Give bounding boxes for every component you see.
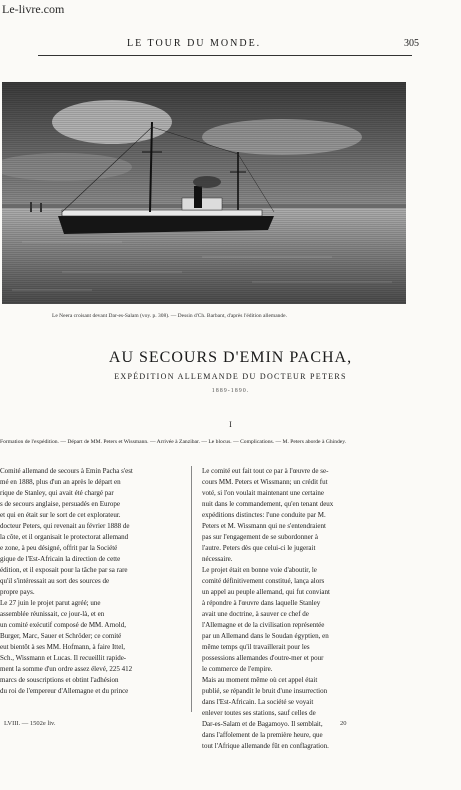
text-line: Mais au moment même où cet appel était [202, 676, 318, 684]
text-line: Dar-es-Salam et de Bagamoyo. Il semblait, [202, 720, 323, 728]
page-number: 305 [404, 38, 419, 49]
steamship-illustration [2, 82, 406, 304]
text-line: nécessaire. [202, 555, 233, 563]
text-line: comité définitivement constitué, lança alors [202, 577, 325, 585]
text-line: nuit dans le commandement, qu'en tenant deux [202, 500, 334, 508]
footer-issue: LVIII. — 1502e liv. [4, 720, 56, 727]
text-line: ment la somme d'un ordre assez élevé, 225 412 [0, 665, 133, 673]
text-line: assemblée réunissait, ce jour-là, et en [0, 610, 105, 618]
illustration-caption: Le Neera croisant devant Dar-es-Salam (voy. p. 308). — Dessin d'Ch. Barbant, d'après l'édition allemande. [52, 313, 287, 319]
header-rule [38, 55, 412, 56]
chapter-number: I [229, 420, 232, 429]
watermark: Le-livre.com [2, 2, 65, 16]
text-line: même temps qu'il travaillerait pour les [202, 643, 310, 651]
text-line: enlever toutes ses stations, sauf celles de [202, 709, 316, 717]
running-head [0, 38, 461, 52]
text-line: tout l'Afrique allemande fût en conflagration. [202, 742, 329, 750]
text-line: avait une doctrine, à sauver ce chef de [202, 610, 309, 618]
text-line: publié, se répandit le bruit d'une insurrection [202, 687, 328, 695]
text-line: Burger, Marc, Sauer et Schröder; ce comité [0, 632, 122, 640]
column-divider [191, 466, 192, 712]
text-line: l'autre. Peters dès que celui-ci le jugerait [202, 544, 316, 552]
text-line: eut bientôt à ses MM. Hofmann, à faire Ittel, [0, 643, 125, 651]
text-line: expéditions distinctes: l'une conduite par M. [202, 511, 326, 519]
text-line: la côte, et il organisait le protectorat allemand [0, 533, 129, 541]
text-line: docteur Peters, qui revenait au février 1888 de [0, 522, 130, 530]
text-line: à répondre à l'œuvre dans laquelle Stanley [202, 599, 321, 607]
text-line: e zone, à peu désigné, offrit par la Société [0, 544, 118, 552]
text-line: édition, et il exposait pour la tâche par sa rare [0, 566, 128, 574]
text-line: par un Allemand dans le Soudan égyptien, en [202, 632, 329, 640]
text-line: gique de l'Est-Africain la direction de cette [0, 555, 121, 563]
text-line: pas sur l'engagement de se subordonner à [202, 533, 318, 541]
text-line: mé en 1888, plus d'un an après le départ en [0, 478, 121, 486]
right-text-column [202, 466, 415, 752]
text-line: dans l'affolement de la première heure, que [202, 731, 323, 739]
text-line: Peters et M. Wissmann qui ne s'entendraient [202, 522, 326, 530]
text-line: un appel au peuple allemand, qui fut conviant [202, 588, 330, 596]
text-line: Comité allemand de secours à Emin Pacha s'est [0, 467, 133, 475]
text-line: propre pays. [0, 588, 35, 596]
text-line: le commerce de l'empire. [202, 665, 273, 673]
article-title: AU SECOURS D'EMIN PACHA, [108, 349, 353, 366]
text-line: qu'il s'intéressait au sort des sources de [0, 577, 110, 585]
text-line: s de secours anglaise, persuadés en Europe [0, 500, 120, 508]
text-line: un comité exécutif composé de MM. Arnold, [0, 621, 126, 629]
text-line: l'Allemagne et de la civilisation représentée [202, 621, 325, 629]
text-line: possessions allemandes d'outre-mer et pour [202, 654, 324, 662]
left-text-column [0, 466, 183, 697]
footer-signature: 20 [340, 720, 347, 727]
running-head-title: LE TOUR DU MONDE. [127, 38, 262, 49]
text-line: voté, si l'on voulait maintenant une certaine [202, 489, 324, 497]
text-line: du roi de l'empereur d'Allemagne et du prince [0, 687, 129, 695]
text-line: cours MM. Peters et Wissmann; un crédit fut [202, 478, 328, 486]
chapter-summary: Formation de l'expédition. — Départ de MM. Peters et Wissmann. — Arrivée à Zanzibar. — Le blocus. — Complications. — M. Peters aborde à Ghindey. [0, 439, 347, 445]
text-line: marcs de souscriptions et obtint l'adhésion [0, 676, 119, 684]
text-line: Sch., Wissmann et Lucas. Il recueillit rapide- [0, 654, 127, 662]
article-subtitle: EXPÉDITION ALLEMANDE DU DOCTEUR PETERS [114, 372, 347, 381]
text-line: Le comité eut fait tout ce par à l'œuvre de se- [202, 467, 329, 475]
article-years: 1889-1890. [211, 388, 250, 394]
text-line: rique de Stanley, qui avait été chargé par [0, 489, 114, 497]
text-line: Le projet était en bonne voie d'aboutir, le [202, 566, 317, 574]
text-line: Le 27 juin le projet parut agréé; une [0, 599, 101, 607]
text-line: et qui en était sur le sort de cet explorateur. [0, 511, 121, 519]
text-line: dans l'Est-Africain. La société se voyait [202, 698, 314, 706]
